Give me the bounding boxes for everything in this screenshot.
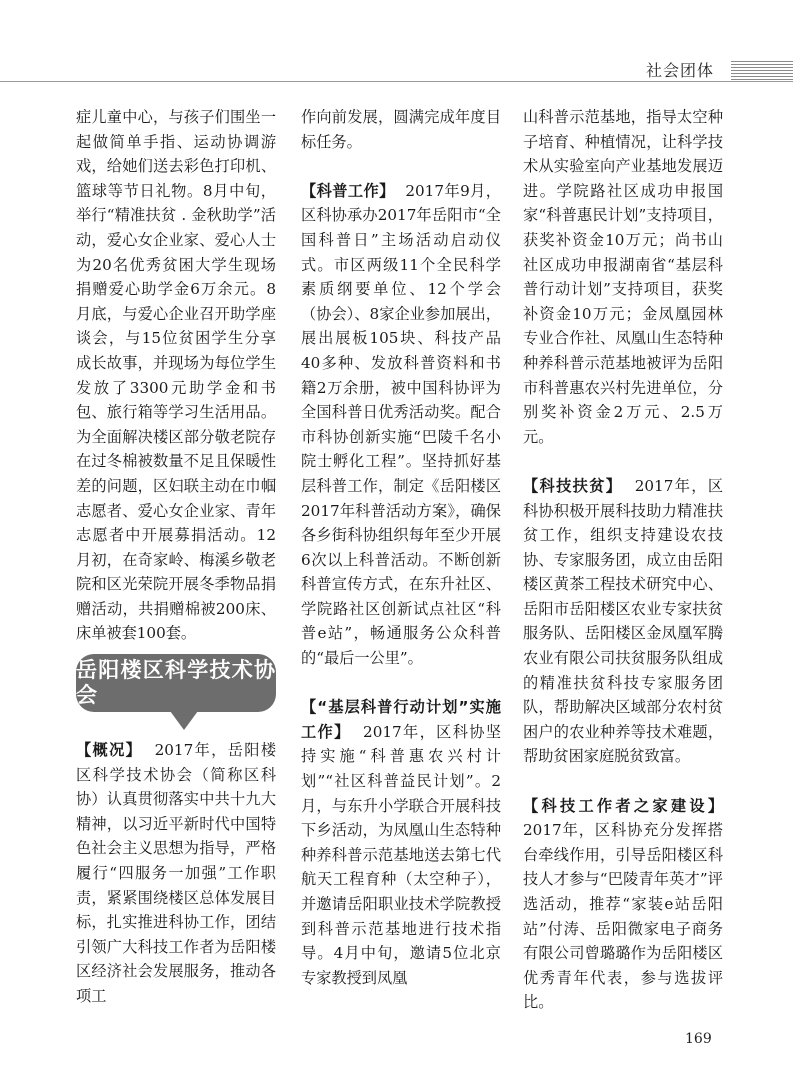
section-text: 2017年，区科协积极开展科技助力精准扶贫工作，组织支持建设农技协、专家服务团，成立由岳阳楼区黄茶工程技术研究中心、岳阳市岳阳楼区农业专家扶贫服务队、岳阳楼区金凤凰军腾农业有限公司扶贫服务队组成的精准扶贫科技专家服务团队，帮助解决区域部分农村贫困户的农业种养等技术难题，帮助贫困家庭脱贫致富。: [523, 476, 724, 766]
paragraph: [301, 179, 501, 671]
column-2: [301, 105, 501, 990]
section-text: 2017年，区科协充分发挥搭台牵线作用，引导岳阳楼区科技人才参与“巴陵青年英才”评选活动，推荐“家装e站岳阳站”付涛、岳阳微家电子商务有限公司曾璐璐作为岳阳楼区优秀青年代表，参与选拔评比。: [523, 821, 723, 1012]
section-heading: 【科普工作】: [301, 181, 395, 200]
section-text: 2017年，岳阳楼区科学技术协会（简称区科协）认真贯彻落实中共十九大精神，以习近平新时代中国特色社会主义思想为指导，严格履行“四服务一加强”工作职责，紧紧围绕楼区总体发展目标，扎实推进科协工作，团结引领广大科技工作者为岳阳楼区经济社会发展服务，推动各项工: [76, 741, 277, 1005]
org-title: 岳阳楼区科学技术协会: [76, 658, 276, 708]
column-3: [523, 105, 723, 1015]
paragraph: 作向前发展，圆满完成年度目标任务。: [301, 108, 501, 151]
paragraph: [523, 794, 723, 1015]
paragraph: [76, 738, 276, 1009]
paragraph: [301, 695, 501, 990]
section-heading: 【概况】: [76, 741, 143, 760]
section-heading: 【科技扶贫】: [523, 476, 623, 495]
paragraph: 山科普示范基地，指导太空种子培育、种植情况，让科学技术从实验室向产业基地发展迈进。学院路社区成功申报国家“科普惠民计划”支持项目，获奖补资金10万元；尚书山社区成功申报湖南省“基层科普行动计划”支持项目，获奖补资金10万元；金凤凰园林专业合作社、凤凰山生态特种种养科普示范基地被评为岳阳市科普惠农兴村先进单位，分别奖补资金2万元、2.5万元。: [523, 108, 723, 446]
section-text: 2017年9月，区科协承办2017年岳阳市“全国科普日”主场活动启动仪式。市区两级11个全民科学素质纲要单位、12个学会（协会）、8家企业参加展出，展出展板105块、科技产品40多种、发放科普资料和书籍2万余册，被中国科协评为全国科普日优秀活动奖。配合市科协创新实施“巴陵千名小院士孵化工程”。坚持抓好基层科普工作，制定《岳阳楼区2017年科普活动方案》，确保各乡街科协组织每年至少开展6次以上科普活动。不断创新科普宣传方式，在东升社区、学院路社区创新试点社区“科普e站”，畅通服务公众科普的“最后一公里”。: [301, 181, 501, 668]
paragraph: 症儿童中心，与孩子们围坐一起做简单手指、运动协调游戏，给她们送去彩色打印机、篮球等节日礼物。8月中旬，举行“精准扶贫 . 金秋助学”活动，爱心女企业家、爱心人士为20名优秀贫困大学生现场捐赠爱心助学金6万余元。8月底，与爱心企业召开助学座谈会，与15位贫困学生分享成长故事，并现场为每位学生发放了3300元助学金和书包、旅行箱等学习生活用品。为全面解决楼区部分敬老院存在过冬棉被数量不足且保暖性差的问题，区妇联主动在巾帼志愿者、爱心女企业家、青年志愿者中开展募捐活动。12月初，在奇家岭、梅溪乡敬老院和区光荣院开展冬季物品捐赠活动，共捐赠棉被200床、床单被套100套。: [76, 108, 276, 643]
org-title-banner: [76, 654, 276, 712]
section-heading: 【科技工作者之家建设】: [523, 796, 723, 815]
banner-tail: [170, 711, 198, 730]
header-stripes: [731, 61, 793, 81]
section-label: 社会团体: [646, 61, 715, 80]
section-heading: 【“基层科普行动计划”实施工作】: [301, 698, 501, 741]
column-1: [76, 105, 276, 1009]
page-header: [0, 0, 793, 95]
section-text: 2017年，区科协坚持实施“科普惠农兴村计划”“社区科普益民计划”。2月，与东升小学联合开展科技下乡活动，为凤凰山生态特种种养科普示范基地送去第七代航天工程育种（太空种子），并邀请岳阳职业技术学院教授到科普示范基地进行技术指导。4月中旬，邀请5位北京专家教授到凤凰: [301, 722, 502, 987]
paragraph: [523, 474, 723, 769]
header-rule: [0, 81, 793, 82]
page-number: 169: [685, 1031, 712, 1047]
